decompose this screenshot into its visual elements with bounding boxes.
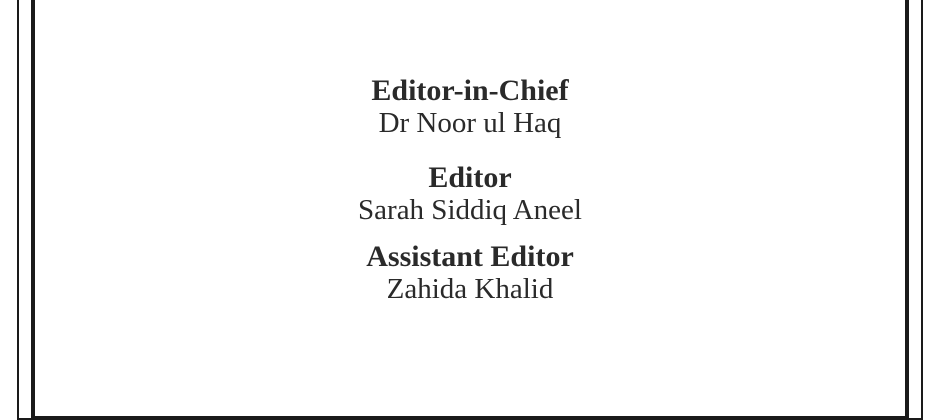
editor-in-chief-block: [0, 74, 940, 139]
role-title-assistant-editor: Assistant Editor: [366, 240, 574, 273]
role-title-editor: Editor: [428, 161, 512, 194]
person-name-editor-in-chief: Dr Noor ul Haq: [378, 107, 562, 139]
editorial-masthead: [0, 74, 940, 305]
person-name-assistant-editor: Zahida Khalid: [386, 273, 554, 305]
person-name-editor: Sarah Siddiq Aneel: [358, 194, 582, 226]
assistant-editor-block: [0, 240, 940, 305]
role-title-editor-in-chief: Editor-in-Chief: [371, 74, 569, 107]
editor-block: [0, 161, 940, 226]
